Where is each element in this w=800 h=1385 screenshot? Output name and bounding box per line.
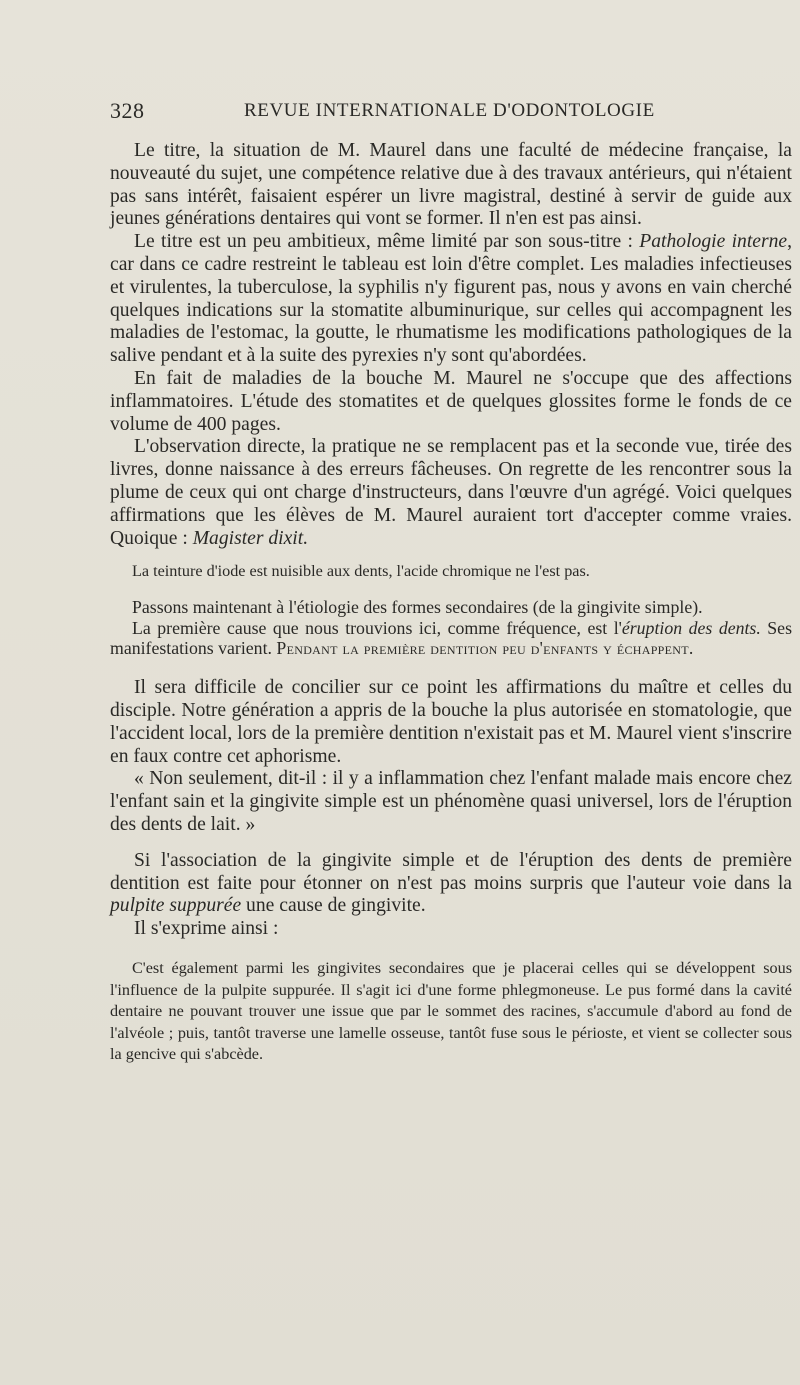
running-title: REVUE INTERNATIONALE D'ODONTOLOGIE: [244, 100, 655, 121]
paragraph-4: [110, 436, 792, 550]
magister-dixit-emphasis: Magister dixit.: [192, 527, 309, 549]
paragraph-6: [110, 618, 792, 660]
paragraph-9: [110, 850, 792, 918]
page-header: [110, 98, 800, 124]
paragraph-3: [110, 368, 792, 436]
pulpite-emphasis: pulpite suppurée: [110, 895, 242, 917]
paragraph-2-text-b: , car dans ce cadre restreint le tableau est loin d'être complet. Les maladies infectieuses et virulentes, la tuberculose, la syphilis n'y figurent pas, nous y avons en vain cherché quelques indications sur la stomatite albuminurique, sur celles qui accompagnent les maladies de l'estomac, la goutte, le rhumatisme les modifications pathologiques de la salive pendant et à la suite des pyrexies n'y sont qu'abordées.: [110, 231, 792, 367]
paragraph-9-text-b: une cause de gingivite.: [241, 895, 426, 917]
paragraph-1: [110, 140, 792, 231]
paragraph-6-text-b: Ses manifestations varient.: [110, 617, 792, 659]
eruption-emphasis: éruption des dents.: [621, 617, 761, 638]
paragraph-10: Il s'exprime ainsi :: [134, 918, 279, 940]
quoted-claim-1: La teinture d'iode est nuisible aux dents, l'acide chromique ne l'est pas.: [132, 562, 590, 581]
small-caps-statement: Pendant la première dentition peu d'enfants y échappent.: [276, 638, 694, 659]
paragraph-2-text-a: Le titre est un peu ambitieux, même limité par son sous-titre :: [134, 231, 640, 253]
paragraph-8: « Non seulement, dit-il : il y a inflammation chez l'enfant malade mais encore chez l'enfant sain et la gingivite simple est un phénomène quasi universel, lors de l'éruption des dents de lait. »: [110, 768, 792, 835]
paragraph-4-text-a: L'observation directe, la pratique ne se remplacent pas et la seconde vue, tirée des livres, donne naissance à des erreurs fâcheuses. On regrette de les rencontrer sous la plume de ceux qui ont charge d'instructeurs, dans l'œuvre d'un agrégé. Voici quelques affirmations que les élèves de M. Maurel auraient tort d'accepter comme vraies. Quoique :: [110, 436, 792, 549]
paragraph-1-text: Le titre, la situation de M. Maurel dans une faculté de médecine française, la nouveauté du sujet, une compétence relative due à des travaux antérieurs, qui n'étaient pas sans intérêt, faisaient espérer un livre magistral, destiné à servir de guide aux jeunes générations dentaires qui vont se former. Il n'en est pas ainsi.: [110, 140, 792, 230]
paragraph-7: Il sera difficile de concilier sur ce point les affirmations du maître et celles du disciple. Notre génération a appris de la bouche la plus autorisée en stomatologie, que l'accident local, lors de la première dentition n'existait pas et M. Maurel vient s'inscrire en faux contre cet aphorisme.: [110, 677, 792, 767]
paragraph-5: Passons maintenant à l'étiologie des formes secondaires (de la gingivite simple).: [132, 596, 703, 617]
subtitle-emphasis: Pathologie interne: [639, 231, 788, 253]
paragraph-6-text-a: La première cause que nous trouvions ici, comme fréquence, est l': [132, 617, 622, 638]
quoted-passage-text: C'est également parmi les gingivites secondaires que je placerai celles qui se développent sous l'influence de la pulpite suppurée. Il s'agit ici d'une forme phlegmoneuse. Le pus formé dans la cavité dentaire ne pouvant trouver une issue que par le sommet des racines, s'accumule d'abord au fond de l'alvéole ; puis, tantôt traverse une lamelle osseuse, tantôt fuse sous le périoste, et vient se collecter sous la gencive qui s'abcède.: [110, 958, 792, 1064]
paragraph-2: [110, 231, 792, 368]
paragraph-3-text: En fait de maladies de la bouche M. Maurel ne s'occupe que des affections inflammatoires. L'étude des stomatites et de quelques glossites forme le fonds de ce volume de 400 pages.: [110, 367, 792, 435]
page-number: 328: [110, 98, 145, 123]
page-body: [110, 140, 792, 1066]
paragraph-9-text-a: Si l'association de la gingivite simple et de l'éruption des dents de première dentition est faite pour étonner on n'est pas moins surpris que l'auteur voie dans la: [110, 849, 792, 894]
quoted-passage: [110, 958, 792, 1066]
